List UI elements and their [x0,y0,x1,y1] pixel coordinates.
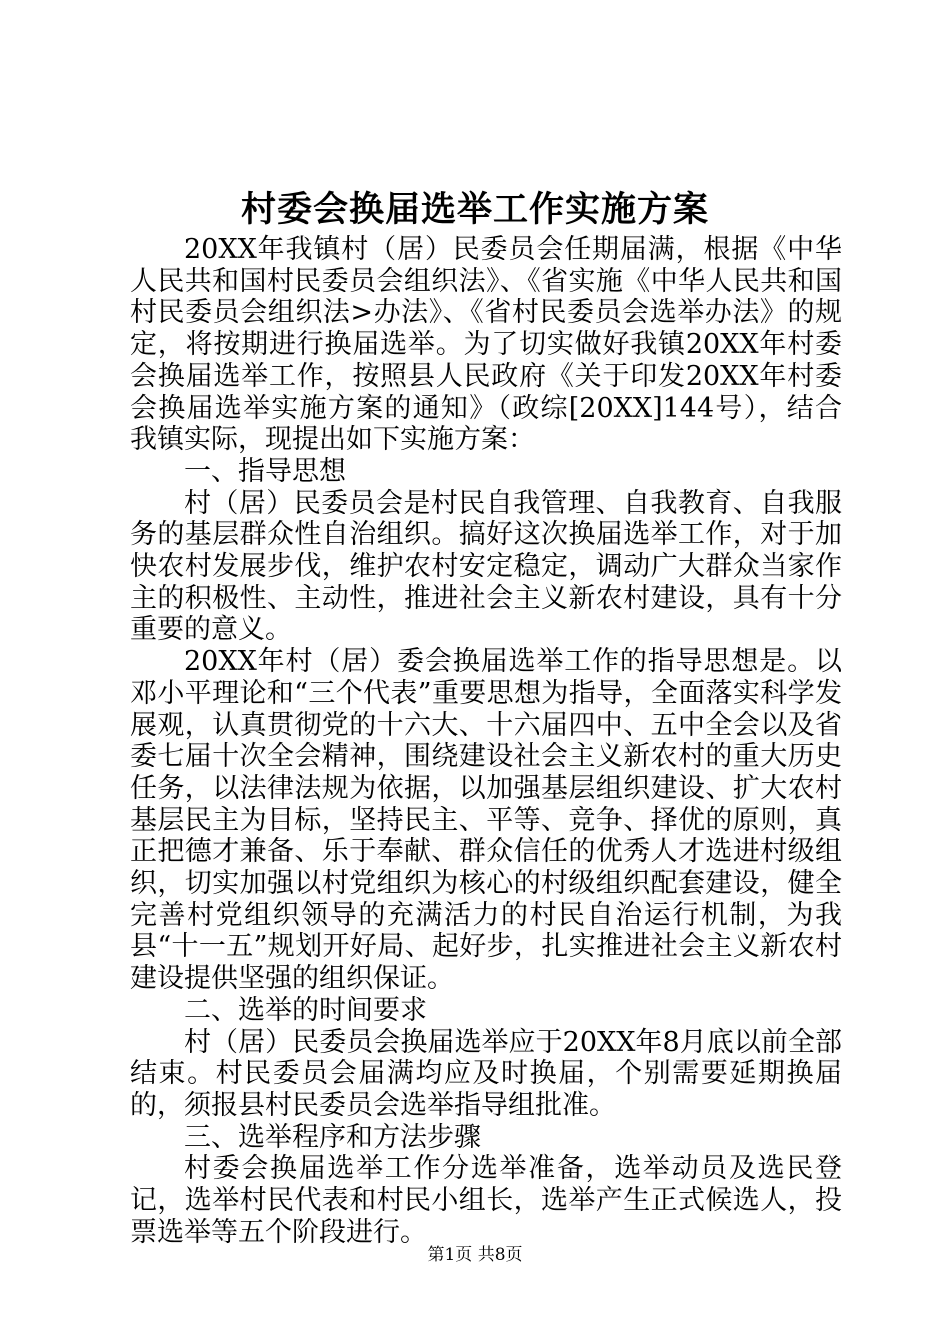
paragraph-time-requirements: 村（居）民委员会换届选举应于20XX年8月底以前全部结束。村民委员会届满均应及时换届，个别需要延期换届的，须报县村民委员会选举指导组批准。 [130,1026,842,1121]
document-body [130,234,842,1249]
section-heading-time-requirements: 二、选举的时间要求 [184,994,427,1026]
section-heading-procedures: 三、选举程序和方法步骤 [184,1121,481,1153]
paragraph-guiding-thought: 20XX年村（居）委会换届选举工作的指导思想是。以邓小平理论和“三个代表”重要思想为指导，全面落实科学发展观，认真贯彻党的十六大、十六届四中、五中全会以及省委七届十次全会精神，围绕建设社会主义新农村的重大历史任务，以法律法规为依据，以加强基层组织建设、扩大农村基层民主为目标，坚持民主、平等、竞争、择优的原则，真正把德才兼备、乐于奉献、群众信任的优秀人才选进村级组织，切实加强以村党组织为核心的村级组织配套建设，健全完善村党组织领导的充满活力的村民自治运行机制，为我县“十一五”规划开好局、起好步，扎实推进社会主义新农村建设提供坚强的组织保证。 [130,646,842,995]
paragraph-procedures: 村委会换届选举工作分选举准备，选举动员及选民登记，选举村民代表和村民小组长，选举产生正式候选人，投票选举等五个阶段进行。 [130,1153,842,1248]
paragraph-intro: 20XX年我镇村（居）民委员会任期届满，根据《中华人民共和国村民委员会组织法》、《省实施《中华人民共和国村民委员会组织法>办法》、《省村民委员会选举办法》的规定，将按期进行换届选举。为了切实做好我镇20XX年村委会换届选举工作，按照县人民政府《关于印发20XX年村委会换届选举实施方案的通知》（政综[20XX]144号），结合我镇实际，现提出如下实施方案： [130,234,842,456]
document-title: 村委会换届选举工作实施方案 [240,189,709,230]
paragraph-significance: 村（居）民委员会是村民自我管理、自我教育、自我服务的基层群众性自治组织。搞好这次换届选举工作，对于加快农村发展步伐，维护农村安定稳定，调动广大群众当家作主的积极性、主动性，推进社会主义新农村建设，具有十分重要的意义。 [130,487,842,646]
section-heading-guiding-thought: 一、指导思想 [184,455,346,487]
page-number-footer: 第1页 共8页 [427,1245,523,1265]
